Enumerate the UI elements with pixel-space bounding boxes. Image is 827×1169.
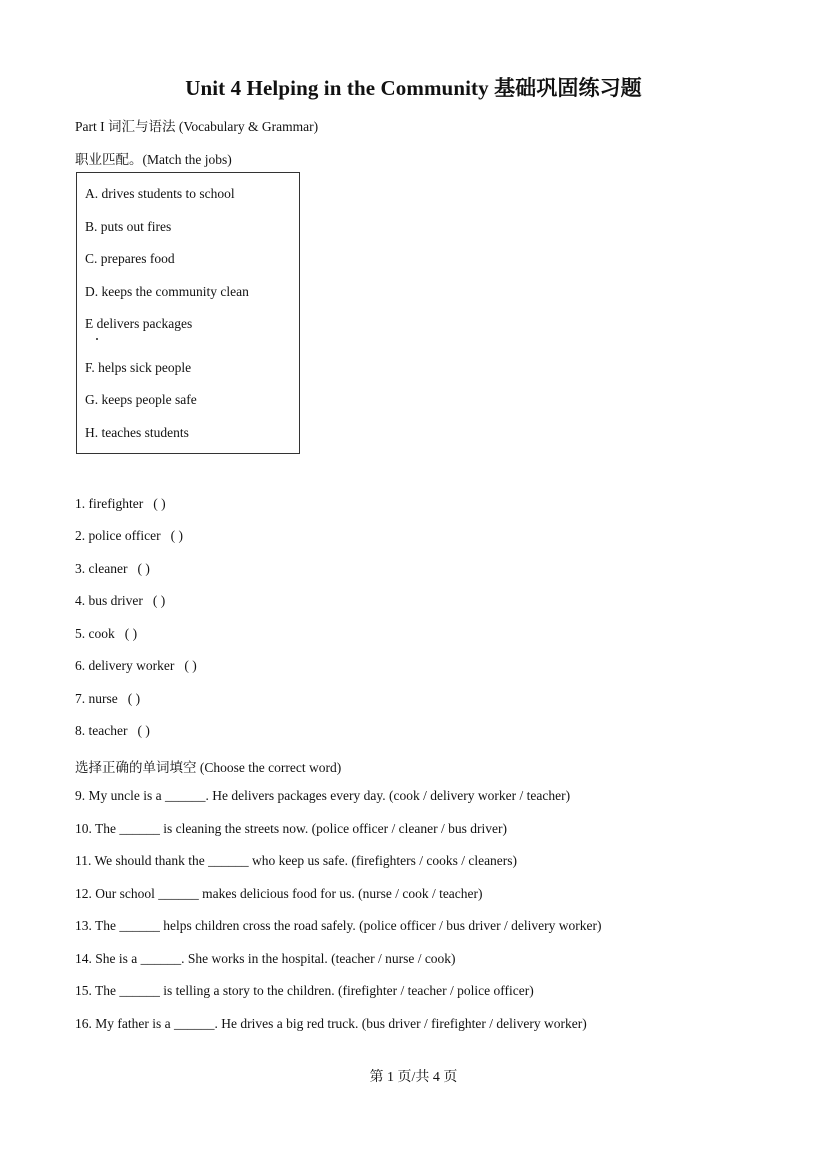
- option-h: H. teaches students: [85, 425, 189, 440]
- answer-blank[interactable]: ( ): [153, 496, 166, 511]
- stray-dot: [96, 338, 98, 340]
- options-box: [76, 172, 300, 454]
- match-item: 5. cook ( ): [75, 626, 138, 641]
- option-a: A. drives students to school: [85, 186, 235, 201]
- fill-item: 10. The ______ is cleaning the streets now. (police officer / cleaner / bus driver): [75, 821, 507, 836]
- document-title: Unit 4 Helping in the Community 基础巩固练习题: [185, 76, 642, 100]
- fill-item: 15. The ______ is telling a story to the children. (firefighter / teacher / police officer): [75, 983, 534, 998]
- answer-blank[interactable]: ( ): [127, 691, 141, 706]
- page-footer: 第 1 页/共 4 页: [369, 1070, 458, 1085]
- answer-blank[interactable]: ( ): [152, 593, 166, 608]
- match-item: 1. firefighter ( ): [75, 496, 166, 511]
- answer-blank[interactable]: ( ): [124, 626, 138, 641]
- option-e: E delivers packages: [85, 316, 193, 331]
- fill-item: 12. Our school ______ makes delicious food for us. (nurse / cook / teacher): [75, 886, 483, 901]
- match-item: 2. police officer ( ): [75, 528, 183, 543]
- fill-item: 16. My father is a ______. He drives a big red truck. (bus driver / firefighter / delivery worker): [75, 1016, 587, 1031]
- match-item: 7. nurse ( ): [75, 691, 141, 706]
- fill-item: 11. We should thank the ______ who keep us safe. (firefighters / cooks / cleaners): [75, 853, 518, 868]
- part-heading: Part I 词汇与语法 (Vocabulary & Grammar): [75, 119, 319, 134]
- answer-blank[interactable]: ( ): [184, 658, 197, 673]
- answer-blank[interactable]: ( ): [170, 528, 183, 543]
- option-c: C. prepares food: [85, 251, 175, 266]
- match-item: 3. cleaner ( ): [75, 561, 150, 576]
- match-item: 4. bus driver ( ): [75, 593, 166, 608]
- option-f: F. helps sick people: [85, 360, 192, 375]
- option-g: G. keeps people safe: [85, 392, 197, 407]
- answer-blank[interactable]: ( ): [137, 723, 150, 738]
- match-heading: 职业匹配。(Match the jobs): [75, 152, 232, 167]
- option-b: B. puts out fires: [85, 219, 172, 234]
- option-d: D. keeps the community clean: [85, 284, 249, 299]
- fill-item: 14. She is a ______. She works in the hospital. (teacher / nurse / cook): [75, 951, 456, 966]
- choose-heading: 选择正确的单词填空 (Choose the correct word): [75, 760, 342, 775]
- fill-item: 13. The ______ helps children cross the road safely. (police officer / bus driver / delivery worker): [75, 918, 602, 933]
- fill-item: 9. My uncle is a ______. He delivers packages every day. (cook / delivery worker / teacher): [75, 788, 571, 803]
- answer-blank[interactable]: ( ): [137, 561, 150, 576]
- match-item: 8. teacher ( ): [75, 723, 150, 738]
- match-item: 6. delivery worker ( ): [75, 658, 197, 673]
